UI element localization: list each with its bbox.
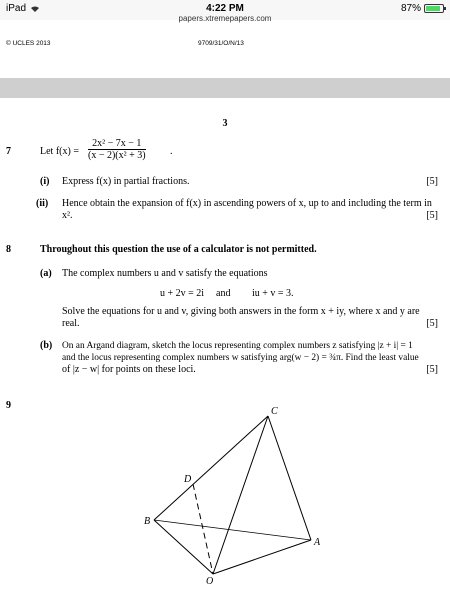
q7-denominator: (x − 2)(x² + 3): [88, 150, 146, 161]
q8-part-b-line3: of |z − w| for points on these loci.: [62, 364, 196, 375]
q8-part-a-text2: Solve the equations for u and v, giving both answers in the form x + iy, where x and y are real.: [62, 306, 420, 329]
q7-intro: Let f(x) =: [40, 146, 79, 157]
q8-equation-1: u + 2v = 2i: [160, 288, 205, 299]
q7-numerator: 2x² − 7x − 1: [88, 138, 146, 150]
edge-oa: [213, 540, 311, 574]
q8-and: and: [216, 288, 231, 299]
edge-ca: [268, 416, 311, 540]
q8-part-b-label: (b): [40, 340, 53, 351]
q8-part-b-marks: [5]: [426, 364, 438, 375]
q7-part-i-text: Express f(x) in partial fractions.: [62, 176, 190, 187]
q8-part-b-line1: On an Argand diagram, sketch the locus representing complex numbers z satisfying |z + i| = 1: [62, 341, 413, 351]
battery-percent: 87%: [400, 3, 421, 14]
q8-equation-2: iu + v = 3.: [252, 288, 294, 299]
device-label: iPad: [6, 3, 27, 14]
edge-co: [213, 416, 268, 574]
q7-period: .: [170, 146, 173, 157]
copyright-text: © UCLES 2013: [6, 40, 51, 47]
q8-part-a-text: The complex numbers u and v satisfy the equations: [62, 268, 268, 279]
q7-part-ii-marks: [5]: [426, 210, 438, 221]
q8-part-a-label: (a): [40, 268, 52, 279]
label-c: C: [271, 406, 278, 417]
status-right: [401, 3, 444, 14]
edge-bc: [154, 416, 268, 520]
edge-ba: [154, 520, 311, 540]
page-separator: [0, 78, 450, 98]
question-7-number: 7: [6, 146, 11, 157]
q8-intro: Throughout this question the use of a calculator is not permitted.: [40, 244, 317, 255]
q7-fraction: [88, 138, 146, 161]
q7-part-i-label: (i): [40, 176, 50, 187]
question-8-number: 8: [6, 244, 11, 255]
edge-bo: [154, 520, 213, 574]
label-b: B: [144, 516, 151, 527]
q8-part-b-line2: and the locus representing complex numbers w satisfying arg(w − 2) = ¾π. Find the least value: [62, 353, 419, 363]
status-time: 4:22 PM: [206, 3, 244, 14]
q7-part-i-marks: [5]: [426, 176, 438, 187]
battery-icon: [424, 4, 444, 13]
paper-code: 9709/31/O/N/13: [198, 40, 244, 47]
q7-part-ii-text: Hence obtain the expansion of f(x) in ascending powers of x, up to and including the term in x².: [62, 198, 432, 221]
edge-do-dashed: [193, 484, 213, 574]
label-a: A: [314, 537, 321, 548]
q7-part-ii-label: (ii): [36, 198, 49, 209]
question-9-number: 9: [6, 400, 11, 411]
q8-part-a-marks: [5]: [426, 318, 438, 329]
label-d: D: [184, 474, 192, 485]
url-bar[interactable]: papers.xtremepapers.com: [178, 14, 272, 23]
label-o: O: [206, 576, 214, 587]
page-number: 3: [222, 118, 228, 129]
